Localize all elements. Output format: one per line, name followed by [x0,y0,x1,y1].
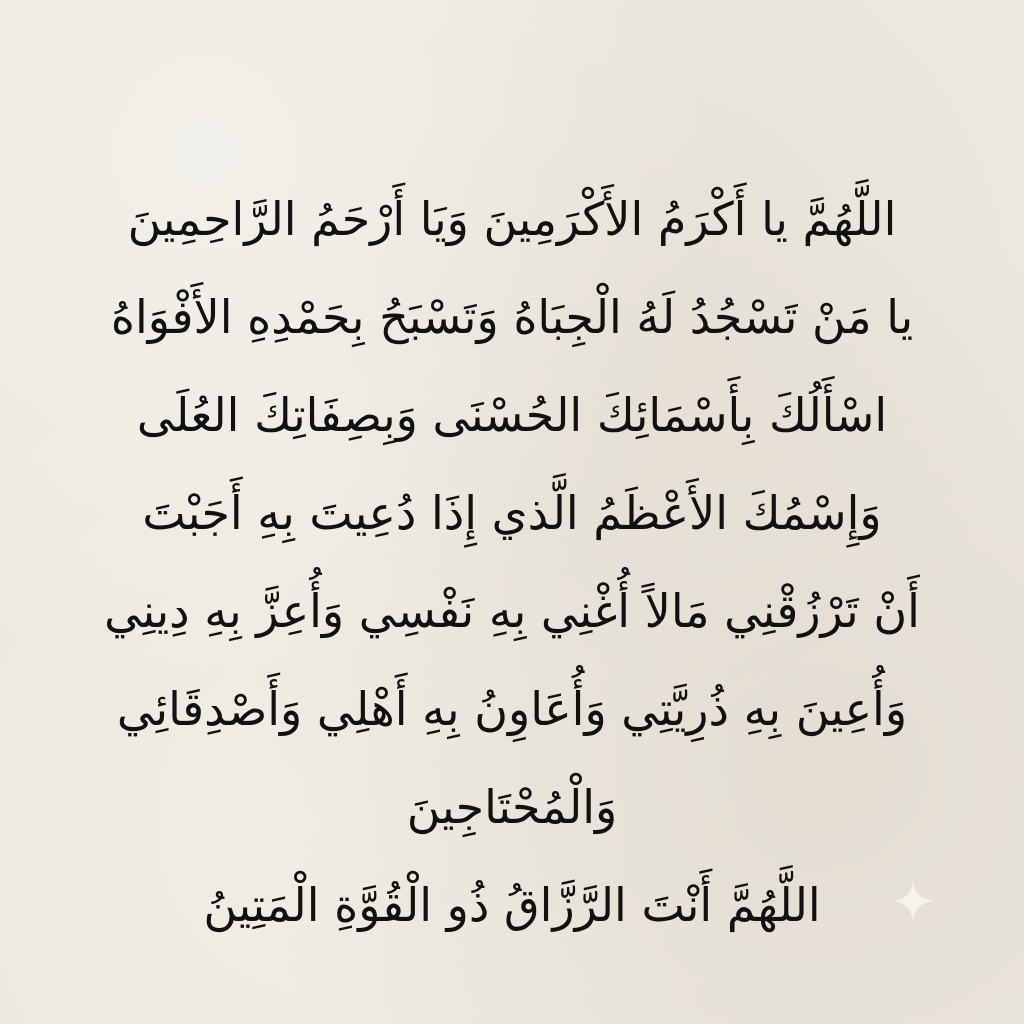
dua-line-6: وَأُعِينَ بِهِ ذُرِيَّتِي وَأُعَاوِنُ بِهِ أَهْلِي وَأَصْدِقَائِي [116,682,908,736]
dua-line-1: اللَّهُمَّ يا أَكْرَمُ الأَكْرَمِينَ وَيَا أَرْحَمُ الرَّاحِمِينَ [127,192,897,246]
dua-line-3: اسْأَلُكَ بِأَسْمَائِكَ الحُسْنَى وَبِصِفَاتِكَ العُلَى [136,388,888,442]
dua-text-block [80,170,944,954]
dua-line-8: اللَّهُمَّ أَنْتَ الرَّزَّاقُ ذُو الْقُوَّةِ الْمَتِينُ [203,878,821,932]
dua-line-5: أَنْ تَرْزُقْنِي مَالاً أُغْنِي بِهِ نَفْسِي وَأُعِزَّ بِهِ دِينِي [104,584,920,638]
dua-line-2: يا مَنْ تَسْجُدُ لَهُ الْجِبَاهُ وَتَسْبَحُ بِحَمْدِهِ الأَفْوَاهُ [110,290,914,344]
sparkle-icon [890,878,936,924]
dua-line-7: وَالْمُحْتَاجِينَ [406,780,618,834]
dua-line-4: وَإِسْمُكَ الأَعْظَمُ الَّذي إِذَا دُعِيتَ بِهِ أَجَبْتَ [142,486,882,540]
